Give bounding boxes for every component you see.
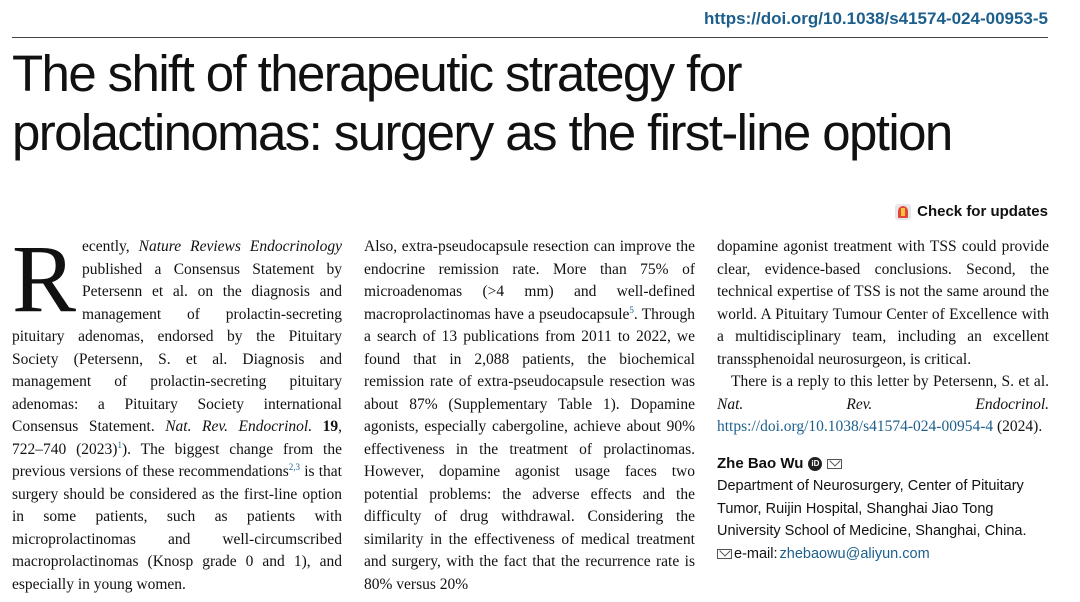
check-for-updates-button[interactable] [895,203,1048,220]
volume-number: 19 [322,418,339,435]
reference-link[interactable]: 2,3 [288,461,301,472]
text-run: There is a reply to this letter by Petersenn, S. et al. [731,373,1049,390]
body-paragraph [364,236,695,596]
orcid-icon[interactable]: iD [808,457,822,471]
text-run: (2024). [993,418,1043,435]
text-run: . Through a search of 13 publications from 2011 to 2022, we found that in 2,088 patients, the biochemical remission rate of extra-pseudocapsule resection was about 87% (Supplementary Table 1). Dopamine agonists, especially cabergoline, achieve about 90% effectiveness in the treatment of prolactinomas. However, dopamine agonist usage faces two potential problems: the adverse effects and the difficulty of drug withdrawal. Considering the similarity in the effectiveness of medical treatment and surgery, with the fact that the recurrence rate is 80% versus 20% [364,305,695,593]
author-line [717,453,1049,476]
text-run: ). The biggest change from the previous versions of these recommendations [12,440,342,480]
body-paragraph: dopamine agonist treatment with TSS could provide clear, evidence-based conclusions. Second, the technical expertise of TSS is not the same around the world. A Pituitary Tumour Center of Excellence with a multidisciplinary team, including an excellent transsphenoidal neurosurgeon, is critical. [717,238,1049,368]
author-name: Zhe Bao Wu [717,454,804,472]
text-run: is that surgery should be considered as the first-line option in some patients, such as patients with microprolactinomas and well-circumscribed macroprolactinomas (Knosp grade 0 and 1), and especially in young women. [12,463,342,593]
article-title: The shift of therapeutic strategy for prolactinomas: surgery as the first-line option [12,45,952,161]
text-run: published a Consensus Statement by Petersenn et al. on the diagnosis and management of prolactin-secreting pituitary adenomas, endorsed by the Pituitary Society (Petersenn, S. et al. Diagnosis and management of prolactin-secreting pituitary adenomas: a Pituitary Society international Consensus Statement. [12,260,342,435]
reply-note [717,371,1049,439]
author-affiliation: Department of Neurosurgery, Center of Pituitary Tumor, Ruijin Hospital, Shanghai Jiao Tong University School of Medicine, Shanghai, China. [717,478,1027,539]
mail-icon [717,549,732,559]
reference-link[interactable]: 5 [629,304,634,315]
email-line [717,543,1049,566]
text-run: , 722–740 (2023) [12,418,342,458]
text-run [312,418,323,435]
drop-cap: R [12,236,77,332]
email-label: e-mail: [734,545,778,562]
journal-name: Nature Reviews Endocrinology [138,238,342,255]
intro-paragraph [12,236,342,596]
doi-link[interactable]: https://doi.org/10.1038/s41574-024-00953-5 [704,9,1048,28]
column-1 [12,236,342,602]
mail-icon[interactable] [827,459,842,469]
check-for-updates-label: Check for updates [917,203,1048,220]
text-run: ecently, [82,238,139,255]
column-2 [364,236,695,602]
column-3 [717,236,1049,602]
reference-link[interactable]: 1 [117,439,122,450]
check-updates-icon [895,204,911,220]
journal-abbrev: Nat. Rev. Endocrinol. [165,418,313,435]
reply-doi-link[interactable]: https://doi.org/10.1038/s41574-024-00954-4 [717,418,994,435]
text-run: Also, extra-pseudocapsule resection can improve the endocrine remission rate. More than 75% of microadenomas (>4 mm) and well-defined macroprolactinomas have a pseudocapsule [364,238,695,323]
journal-abbrev: Nat. Rev. Endocrinol. [717,395,1049,413]
header-rule [12,37,1048,38]
email-link[interactable]: zhebaowu@aliyun.com [779,545,930,562]
